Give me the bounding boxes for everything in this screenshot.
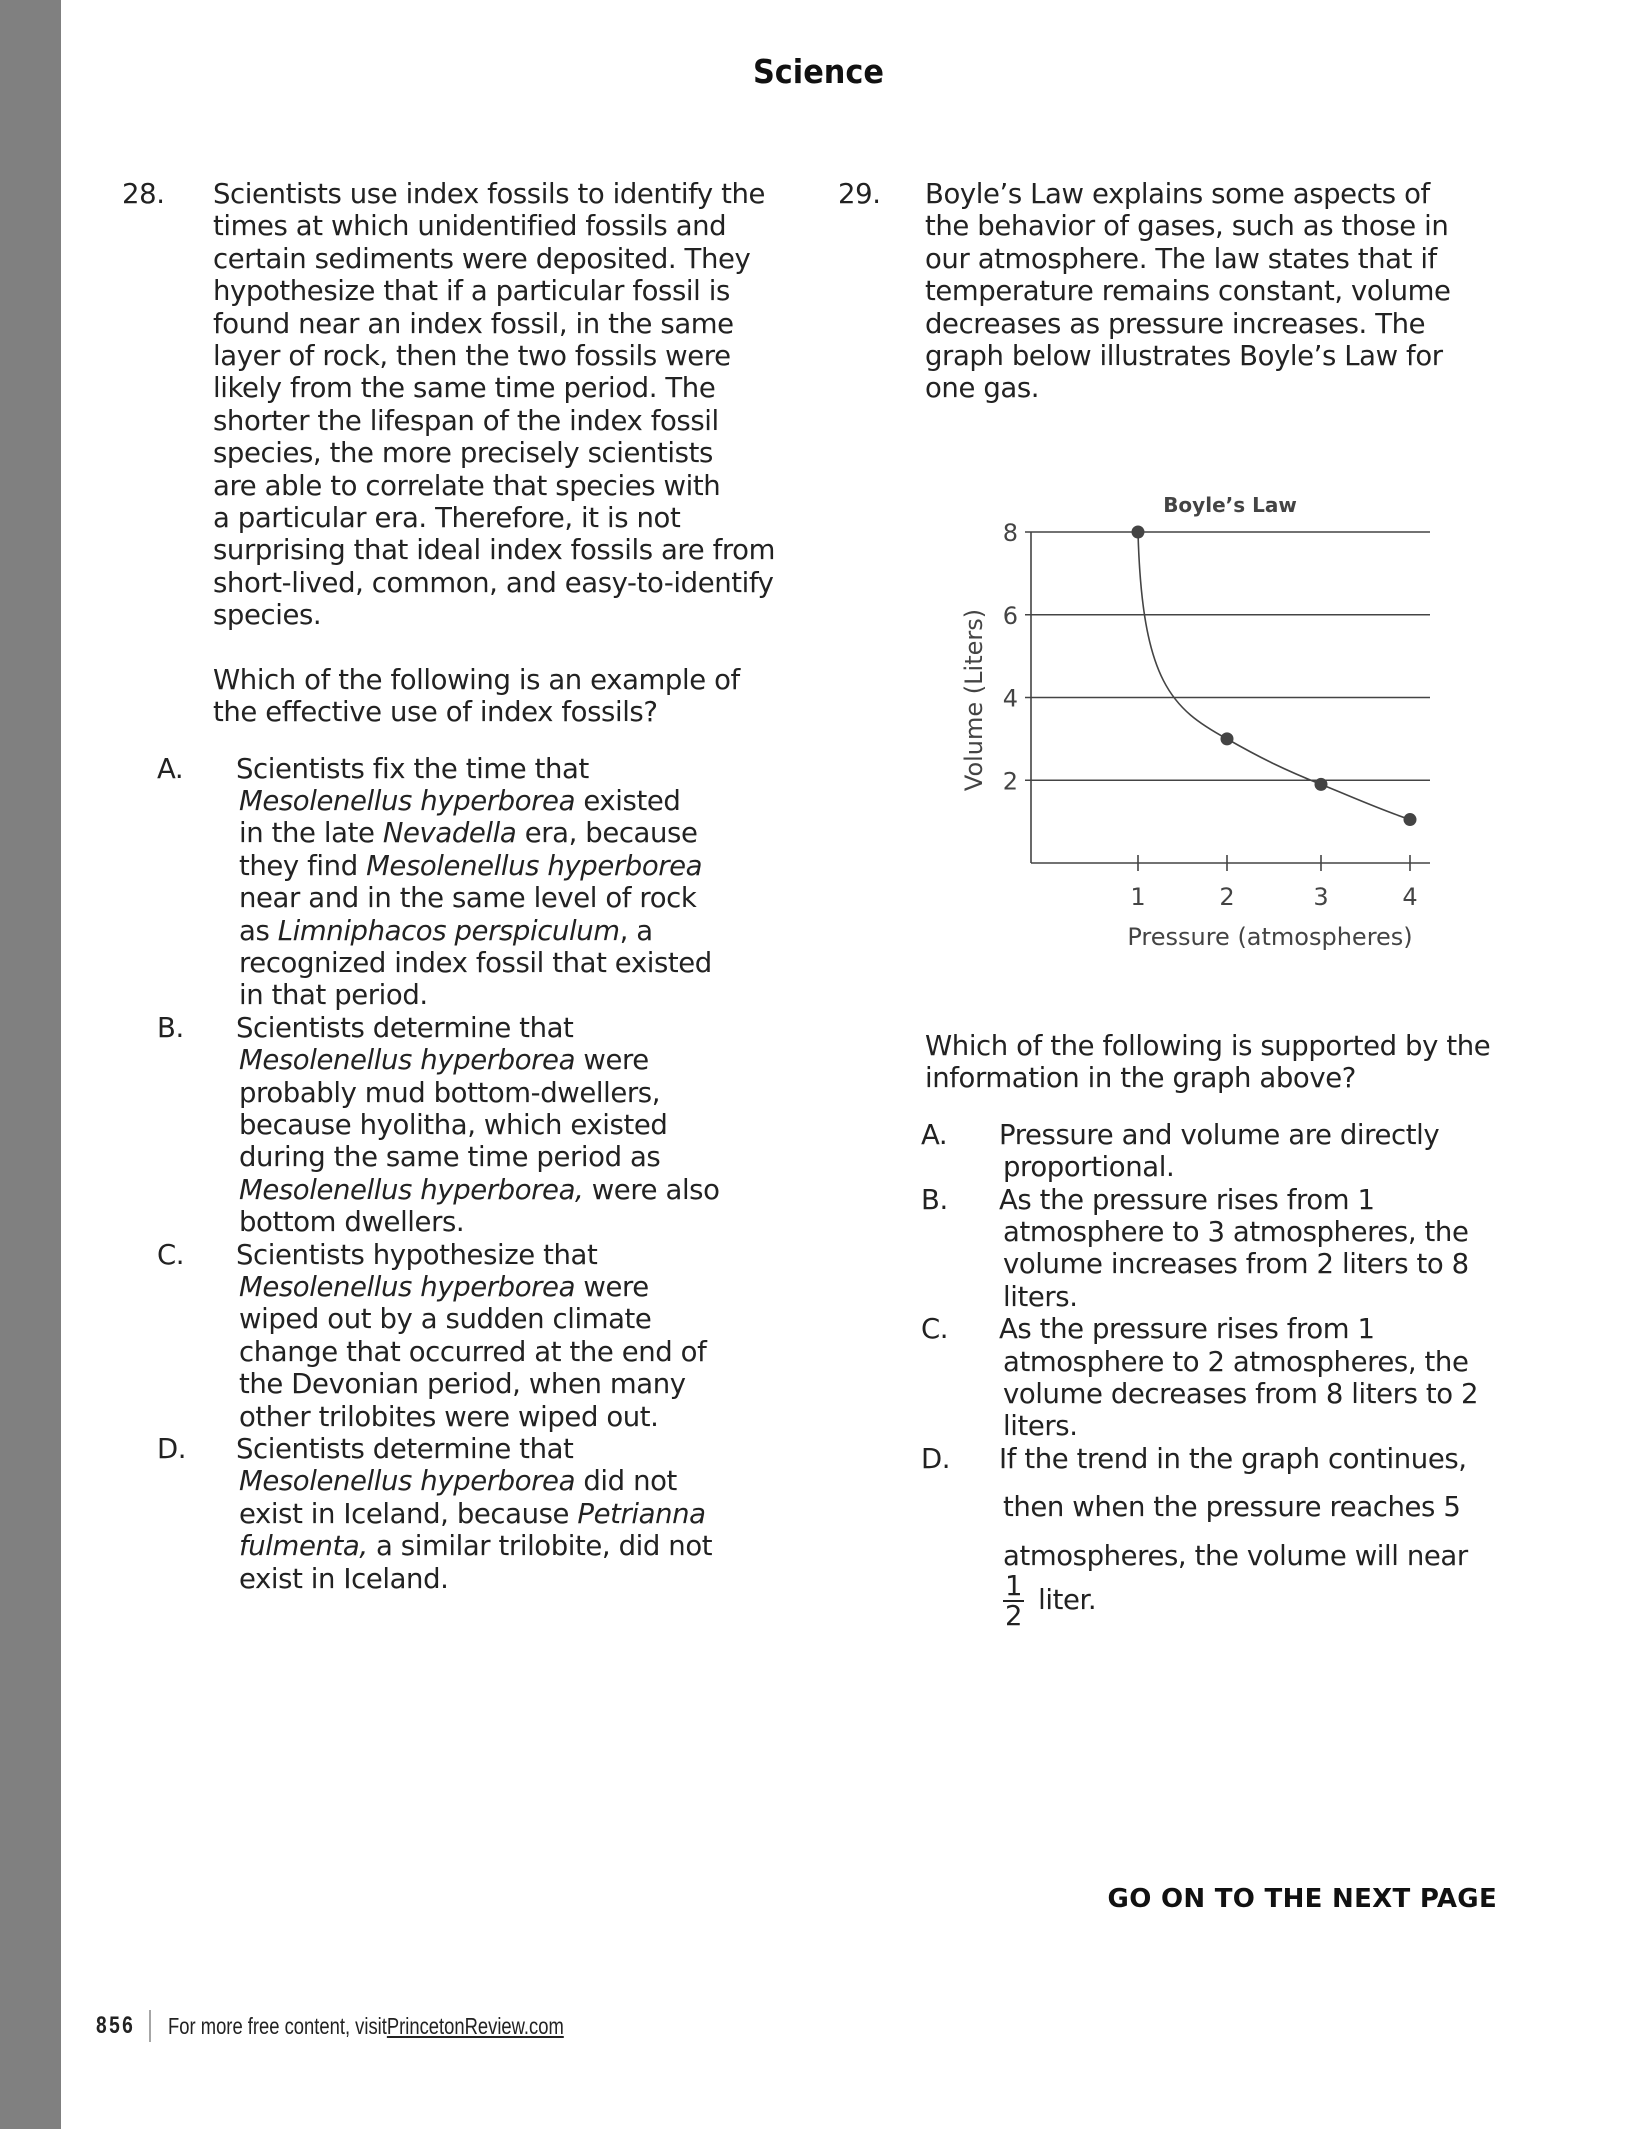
- text-run: exist in Iceland, because: [239, 1497, 578, 1530]
- line-chart: [930, 470, 1460, 950]
- text-run: were: [575, 1044, 649, 1077]
- y-tick-label: 4: [1002, 684, 1018, 713]
- text-line: temperature remains constant, volume: [925, 275, 1451, 308]
- text-run: near and in the same level of rock: [239, 882, 697, 915]
- choice-letter: A.: [157, 752, 184, 785]
- species-name: fulmenta,: [239, 1530, 368, 1563]
- x-tick-label: 2: [1219, 883, 1235, 911]
- text-line: liters.: [1003, 1410, 1078, 1443]
- answer-choice-c[interactable]: [157, 1239, 812, 1433]
- text-line: [236, 1465, 812, 1497]
- text-line: atmospheres, the volume will near: [1003, 1539, 1468, 1572]
- question-body: [925, 178, 1535, 405]
- princeton-review-link[interactable]: PrincetonReview.com: [386, 2012, 564, 2039]
- text-run: bottom dwellers.: [239, 1206, 465, 1239]
- data-point: [1132, 526, 1145, 539]
- chart-title: Boyle’s Law: [1163, 493, 1297, 517]
- passage: [925, 178, 1535, 405]
- answer-choice-d[interactable]: [921, 1442, 1535, 1633]
- x-tick-label: 1: [1130, 883, 1146, 911]
- text-line: [236, 1433, 812, 1465]
- text-line: volume decreases from 8 liters to 2: [1003, 1378, 1479, 1411]
- text-line: atmosphere to 2 atmospheres, the: [1003, 1345, 1469, 1378]
- choice-text: [157, 1433, 812, 1595]
- answer-choices: [921, 1118, 1535, 1633]
- question-number: 29.: [838, 178, 881, 210]
- answer-choice-a[interactable]: [157, 753, 812, 1012]
- y-tick-label: 2: [1002, 767, 1018, 796]
- choice-text: [157, 753, 812, 1012]
- question-prompt: [925, 1030, 1535, 1095]
- answer-choice-b[interactable]: [921, 1184, 1535, 1314]
- choice-letter: C.: [921, 1313, 949, 1346]
- text-line: Pressure and volume are directly: [999, 1118, 1440, 1151]
- page-edge-bar: [0, 0, 61, 2129]
- choice-letter: D.: [157, 1433, 187, 1466]
- text-run: probably mud bottom-dwellers,: [239, 1076, 661, 1109]
- text-line: certain sediments were deposited. They: [213, 242, 751, 275]
- text-line: [236, 785, 812, 817]
- text-line: [236, 1012, 812, 1044]
- text-run: Scientists determine that: [236, 1433, 574, 1466]
- species-name: Mesolenellus hyperborea: [239, 1044, 576, 1077]
- choice-letter: C.: [157, 1238, 185, 1271]
- text-line: times at which unidentified fossils and: [213, 210, 727, 243]
- text-line: [236, 1368, 812, 1400]
- species-name: Nevadella: [382, 817, 517, 850]
- species-name: Mesolenellus hyperborea: [239, 1465, 576, 1498]
- text-line: one gas.: [925, 372, 1040, 405]
- fraction-tail: liter.: [1038, 1584, 1097, 1617]
- text-run: , a: [619, 914, 653, 947]
- fraction-line: [999, 1570, 1535, 1633]
- text-line: [236, 1044, 812, 1076]
- text-line: the effective use of index fossils?: [213, 696, 658, 729]
- text-run: Scientists fix the time that: [236, 752, 589, 785]
- text-run: change that occurred at the end of: [239, 1335, 707, 1368]
- text-line: [236, 753, 812, 785]
- footer-text: For more free content, visit: [168, 2012, 387, 2039]
- text-line: species, the more precisely scientists: [213, 437, 713, 470]
- species-name: Petrianna: [577, 1497, 706, 1530]
- data-point: [1404, 813, 1417, 826]
- data-point: [1221, 732, 1234, 745]
- text-run: era, because: [516, 817, 698, 850]
- data-point: [1315, 778, 1328, 791]
- text-line: [236, 1174, 812, 1206]
- text-run: recognized index fossil that existed: [239, 946, 712, 979]
- question-prompt-block: [921, 1030, 1535, 1633]
- text-run: in that period.: [239, 979, 428, 1012]
- fraction-numerator: 1: [1005, 1570, 1023, 1603]
- text-line: Boyle’s Law explains some aspects of: [925, 178, 1430, 210]
- text-line: [236, 1077, 812, 1109]
- footer-divider: [150, 2010, 151, 2042]
- fraction: [1003, 1570, 1024, 1633]
- y-tick-label: 6: [1002, 601, 1018, 630]
- text-line: layer of rock, then the two fossils were: [213, 340, 731, 373]
- text-line: [236, 1109, 812, 1141]
- text-run: did not: [575, 1465, 677, 1498]
- text-line: [236, 979, 812, 1011]
- text-run: were: [575, 1271, 649, 1303]
- species-name: Mesolenellus hyperborea: [239, 784, 576, 817]
- text-line: graph below illustrates Boyle’s Law for: [925, 340, 1443, 373]
- species-name: Limniphacos perspiculum: [277, 914, 620, 947]
- choice-letter: B.: [157, 1011, 184, 1044]
- text-line: [236, 1336, 812, 1368]
- text-line: [236, 1141, 812, 1173]
- text-line: Scientists use index fossils to identify the: [213, 178, 766, 210]
- choice-letter: A.: [921, 1118, 948, 1151]
- choice-letter: D.: [921, 1442, 951, 1475]
- y-axis-label: Volume (Liters): [960, 608, 988, 792]
- x-tick-label: 4: [1402, 883, 1418, 911]
- text-line: [236, 1303, 812, 1335]
- text-line: Which of the following is an example of: [213, 663, 740, 696]
- text-line: hypothesize that if a particular fossil is: [213, 275, 730, 308]
- boyles-law-chart: [930, 470, 1460, 950]
- page-title: Science: [752, 52, 885, 91]
- choice-letter: B.: [921, 1183, 948, 1216]
- text-run: were also: [583, 1173, 720, 1206]
- answer-choices: [121, 753, 812, 1596]
- species-name: Mesolenellus hyperborea,: [239, 1173, 584, 1206]
- choice-text: [921, 1313, 1535, 1443]
- text-line: [236, 817, 812, 849]
- text-line: atmosphere to 3 atmospheres, the: [1003, 1216, 1469, 1249]
- text-line: decreases as pressure increases. The: [925, 307, 1426, 340]
- text-line: [236, 1239, 812, 1271]
- text-run: the Devonian period, when many: [239, 1368, 686, 1401]
- text-run: they find: [239, 849, 367, 882]
- text-line: [236, 1401, 812, 1433]
- text-run: other trilobites were wiped out.: [239, 1400, 659, 1433]
- text-run: exist in Iceland.: [239, 1562, 449, 1595]
- text-line: liters.: [1003, 1280, 1078, 1313]
- text-line: found near an index fossil, in the same: [213, 307, 734, 340]
- text-line: volume increases from 2 liters to 8: [1003, 1248, 1469, 1281]
- choice-text: [921, 1119, 1535, 1184]
- text-line: shorter the lifespan of the index fossil: [213, 404, 719, 437]
- passage: [213, 178, 813, 632]
- text-run: a similar trilobite, did not: [367, 1530, 713, 1563]
- text-line: [236, 850, 812, 882]
- answer-choice-a[interactable]: [921, 1119, 1535, 1184]
- text-line: [236, 1206, 812, 1238]
- text-line: If the trend in the graph continues,: [999, 1442, 1467, 1475]
- question-prompt: [213, 664, 813, 729]
- data-curve: [1138, 532, 1410, 820]
- question-number: 28.: [122, 178, 165, 210]
- page-footer: [96, 2010, 564, 2042]
- text-line: Which of the following is supported by the: [925, 1030, 1491, 1062]
- answer-choice-d[interactable]: [157, 1433, 812, 1595]
- text-line: [236, 1530, 812, 1562]
- answer-choice-c[interactable]: [921, 1313, 1535, 1443]
- species-name: Mesolenellus hyperborea: [239, 1271, 576, 1303]
- choice-text: [157, 1239, 812, 1433]
- text-run: because hyolitha, which existed: [239, 1108, 668, 1141]
- y-tick-label: 8: [1002, 519, 1018, 547]
- text-line: [236, 915, 812, 947]
- answer-choice-b[interactable]: [157, 1012, 812, 1239]
- text-run: wiped out by a sudden climate: [239, 1303, 652, 1336]
- text-run: Scientists determine that: [236, 1011, 574, 1044]
- species-name: Mesolenellus hyperborea: [366, 849, 703, 882]
- x-tick-label: 3: [1313, 883, 1329, 911]
- text-run: Scientists hypothesize that: [236, 1238, 598, 1271]
- text-run: as: [239, 914, 278, 947]
- text-line: a particular era. Therefore, it is not: [213, 502, 681, 535]
- text-line: As the pressure rises from 1: [999, 1313, 1375, 1346]
- choice-text: [157, 1012, 812, 1239]
- go-on-next-page: GO ON TO THE NEXT PAGE: [1107, 1884, 1497, 1914]
- fraction-denominator: 2: [1005, 1600, 1023, 1633]
- text-line: [236, 882, 812, 914]
- text-line: [236, 1498, 812, 1530]
- text-line: likely from the same time period. The: [213, 372, 716, 405]
- page-number: 856: [96, 2012, 136, 2039]
- text-run: existed: [575, 784, 681, 817]
- text-line: proportional.: [1003, 1151, 1175, 1184]
- text-line: short-lived, common, and easy-to-identify: [213, 566, 774, 599]
- text-line: our atmosphere. The law states that if: [925, 242, 1437, 275]
- question-body: [157, 178, 813, 1595]
- text-line: surprising that ideal index fossils are from: [213, 534, 775, 567]
- text-line: [236, 947, 812, 979]
- choice-text: [921, 1184, 1535, 1314]
- text-line: [236, 1271, 812, 1303]
- text-line: are able to correlate that species with: [213, 469, 721, 502]
- choice-text: [921, 1442, 1535, 1633]
- text-line: species.: [213, 599, 322, 632]
- text-line: information in the graph above?: [925, 1062, 1356, 1095]
- text-line: [236, 1563, 812, 1595]
- x-axis-label: Pressure (atmospheres): [1127, 923, 1413, 950]
- text-line: the behavior of gases, such as those in: [925, 210, 1449, 243]
- text-run: in the late: [239, 817, 383, 850]
- text-line: then when the pressure reaches 5: [1003, 1491, 1461, 1524]
- text-line: As the pressure rises from 1: [999, 1183, 1375, 1216]
- text-run: during the same time period as: [239, 1141, 661, 1174]
